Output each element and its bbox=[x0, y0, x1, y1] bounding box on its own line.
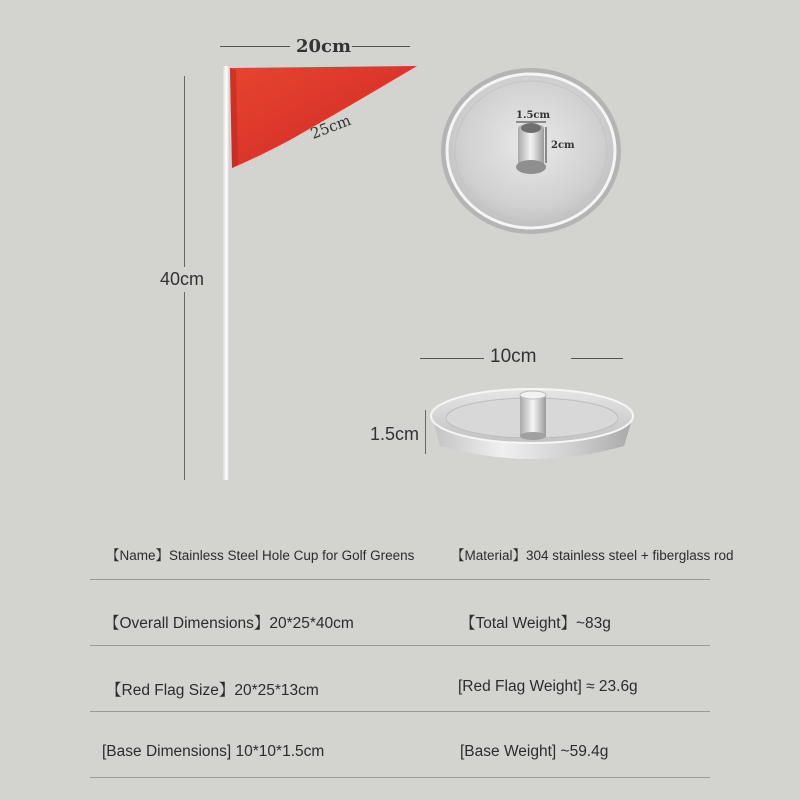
spec-divider-2 bbox=[90, 645, 710, 646]
base-top-view-illustration bbox=[438, 65, 624, 237]
spec-divider-3 bbox=[90, 711, 710, 712]
spec-overall-dimensions: 【Overall Dimensions】20*25*40cm bbox=[104, 615, 354, 632]
base-height-line bbox=[425, 410, 426, 454]
base-side-view-illustration bbox=[428, 380, 638, 470]
stem-height-label: 2cm bbox=[551, 140, 575, 151]
flag-width-label: 20cm bbox=[296, 36, 352, 57]
base-height-label: 1.5cm bbox=[370, 424, 420, 444]
spec-base-dimensions: [Base Dimensions] 10*10*1.5cm bbox=[102, 743, 325, 760]
stem-diameter-label: 1.5cm bbox=[516, 110, 551, 121]
spec-flag-size: 【Red Flag Size】20*25*13cm bbox=[106, 682, 319, 699]
flag-width-dimension-line-right bbox=[352, 46, 410, 47]
flag-height-label: 40cm bbox=[160, 267, 204, 292]
spec-name: 【Name】Stainless Steel Hole Cup for Golf Greens bbox=[106, 548, 415, 563]
base-diameter-line-left bbox=[420, 358, 484, 359]
spec-total-weight: 【Total Weight】~83g bbox=[460, 615, 611, 632]
red-pennant bbox=[230, 66, 417, 168]
spec-flag-weight: [Red Flag Weight] ≈ 23.6g bbox=[458, 678, 638, 695]
spec-material: 【Material】304 stainless steel + fiberglass rod bbox=[451, 548, 734, 563]
flag-diagonal-label: 25cm bbox=[308, 111, 354, 143]
base-diameter-line-right bbox=[571, 358, 623, 359]
spec-base-weight: [Base Weight] ~59.4g bbox=[460, 743, 609, 760]
base-diameter-label: 10cm bbox=[490, 346, 537, 367]
flag-pole bbox=[223, 66, 230, 480]
base-stem-side bbox=[520, 394, 546, 436]
spec-divider-4 bbox=[90, 777, 710, 778]
spec-divider-1 bbox=[90, 579, 710, 580]
flag-width-dimension-line-left bbox=[220, 46, 290, 47]
